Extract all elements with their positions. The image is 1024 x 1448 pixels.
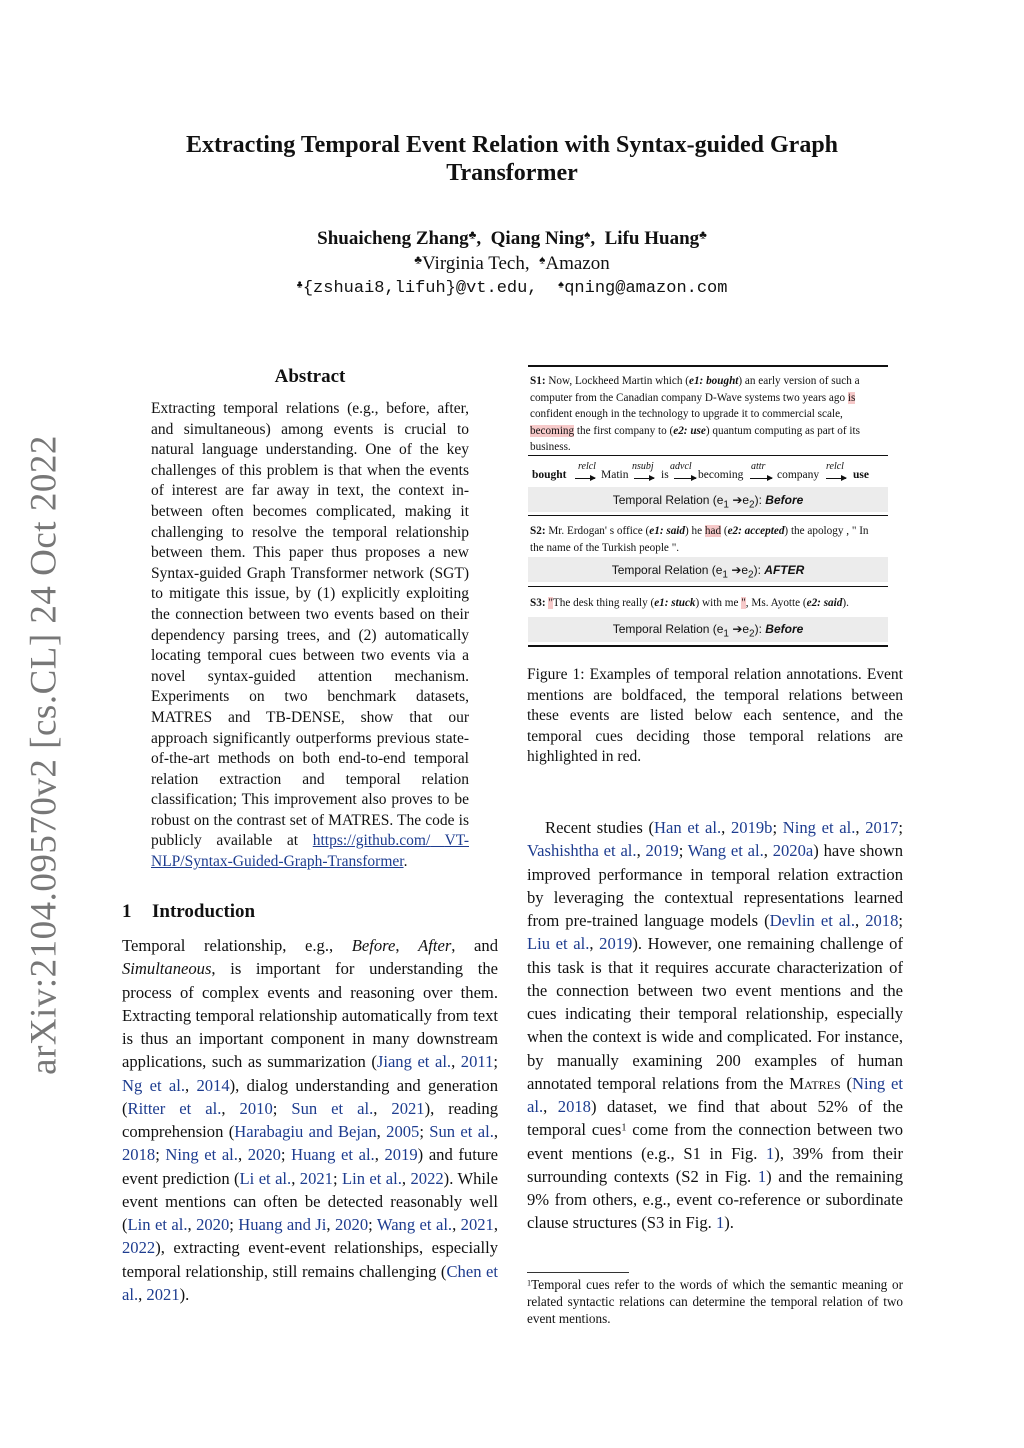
introduction-paragraph: Temporal relationship, e.g., Before, After, and Simultaneous, is important for understanding the process of complex events and reasoning over them. Extracting temporal relationship automatically from text is thus an important component in many downstream applications, such as summarization (Jiang et al., 2011; Ng et al., 2014), dialog understanding and generation (Ritter et al., 2010; Sun et al., 2021), reading comprehension (Harabagiu and Bejan, 2005; Sun et al., 2018; Ning et al., 2020; Huang et al., 2019) and future event prediction (Li et al., 2021; Lin et al., 2022). While event mentions can often be detected reasonably well (Lin et al., 2020; Huang and Ji, 2020; Wang et al., 2021, 2022), extracting event-event relationships, especially temporal relationship, still remains challenging (Chen et al., 2021). bbox=[122, 936, 499, 1304]
author-names: Shuaicheng Zhang♣, Qiang Ning♠, Lifu Huang♣ bbox=[317, 228, 707, 249]
path-node: is bbox=[661, 469, 669, 481]
figure-sentence-s3: S3: "The desk thing really (e1: stuck) with me ", Ms. Ayotte (e2: said). bbox=[530, 597, 849, 609]
figure-caption: Figure 1: Examples of temporal relation annotations. Event mentions are boldfaced, the temporal relations between these events are listed below each sentence, and the temporal cues deciding those temporal relations are highlighted in red. bbox=[527, 666, 903, 766]
path-label: nsubj bbox=[632, 461, 654, 472]
path-label: relcl bbox=[826, 461, 844, 472]
section-heading-introduction: 1 Introduction bbox=[122, 901, 256, 922]
abstract-heading: Abstract bbox=[274, 366, 346, 387]
right-column-paragraph: Recent studies (Han et al., 2019b; Ning et al., 2017; Vashishtha et al., 2019; Wang et al., 2020a) have shown improved performance in temporal relation extraction by leveraging the contextual representations learned from pre-trained language models (Devlin et al., 2018; Liu et al., 2019). However, one remaining challenge of this task is that it requires accurate characterization of the connection between two event mentions and the cues indicating their temporal relationship, especially when the context is wide and complicated. For instance, by manually examining 200 examples of human annotated temporal relations from the Matres (Ning et al., 2018) dataset, we find that about 52% of the temporal cues$^1$ come from the connection between two event mentions (e.g., S1 in Fig. 1), 39% from their surrounding contexts (S2 in Fig. 1) and the remaining 9% from others, e.g., event co-reference or subordinate clause structures (S3 in Fig. 1). bbox=[527, 818, 904, 1233]
path-node: becoming bbox=[698, 469, 744, 481]
affiliations: ♣Virginia Tech, ♠Amazon bbox=[414, 253, 610, 274]
code-link[interactable]: https://github.com/ VT-NLP/Syntax-Guided-Graph-Transformer bbox=[151, 832, 469, 871]
author-block bbox=[100, 226, 924, 301]
figure-sentence-s1: S1: Now, Lockheed Martin which (e1: bought) an early version of such a computer from the Canadian company D-Wave systems two years ago is confident enough in the technology to upgrade it to commercial scale, becoming the first company to (e2: use) quantum computing as part of its business. bbox=[530, 375, 860, 453]
path-node: use bbox=[853, 469, 869, 481]
path-node: Matin bbox=[601, 469, 629, 481]
temporal-relation-1: Temporal Relation ($e_1$ $➔e_2$): Before bbox=[612, 493, 804, 511]
figure-1 bbox=[528, 365, 888, 647]
temporal-relation-3: Temporal Relation ($e_1$ $➔e_2$): Before bbox=[612, 622, 804, 640]
path-label: attr bbox=[751, 461, 766, 472]
title-line-1: Extracting Temporal Event Relation with Syntax-guided Graph bbox=[185, 132, 839, 158]
figure-sentence-s2: S2: Mr. Erdogan' s office (e1: said) he had (e2: accepted) the apology , " In the name of the Turkish people ". bbox=[530, 525, 869, 554]
path-label: advcl bbox=[670, 461, 692, 472]
abstract-text: Extracting temporal relations (e.g., before, after, and simultaneous) among events is crucial to natural language understanding. One of the key challenges of this problem is that when the events of interest are far away in text, the context in-between often becomes complicated, making it challenging to resolve the temporal relationship between them. This paper thus proposes a new Syntax-guided Graph Transformer network (SGT) to mitigate this issue, by (1) explicitly exploiting the connection between two events based on their dependency parsing trees, and (2) automatically locating temporal cues between two events via a novel syntax-guided attention mechanism. Experiments on two benchmark datasets, MATRES and TB-DENSE, show that our approach significantly outperforms previous state-of-the-art methods on both end-to-end temporal relation extraction and temporal relation classification; This improvement also proves to be robust on the contrast set of MATRES. The code is publicly available at https://github.com/ VT-NLP/Syntax-Guided-Graph-Transformer. bbox=[151, 400, 469, 871]
footnote: $^1$Temporal cues refer to the words of which the semantic meaning or related syntactic relations can determine the temporal relation of two event mentions. bbox=[527, 1277, 903, 1326]
path-label: relcl bbox=[578, 461, 596, 472]
path-node: company bbox=[777, 469, 820, 481]
footnote-rule bbox=[527, 1272, 629, 1273]
arxiv-identifier: arXiv:2104.09570v2 [cs.CL] 24 Oct 2022 bbox=[23, 435, 65, 1075]
temporal-relation-2: Temporal Relation ($e_1$ $➔e_2$): AFTER bbox=[611, 563, 805, 581]
path-node: bought bbox=[532, 469, 567, 481]
emails: ♣{zshuai8,lifuh}@vt.edu, ♠qning@amazon.com bbox=[296, 279, 728, 298]
paper-title bbox=[100, 131, 924, 187]
title-line-2: Transformer bbox=[446, 160, 578, 186]
